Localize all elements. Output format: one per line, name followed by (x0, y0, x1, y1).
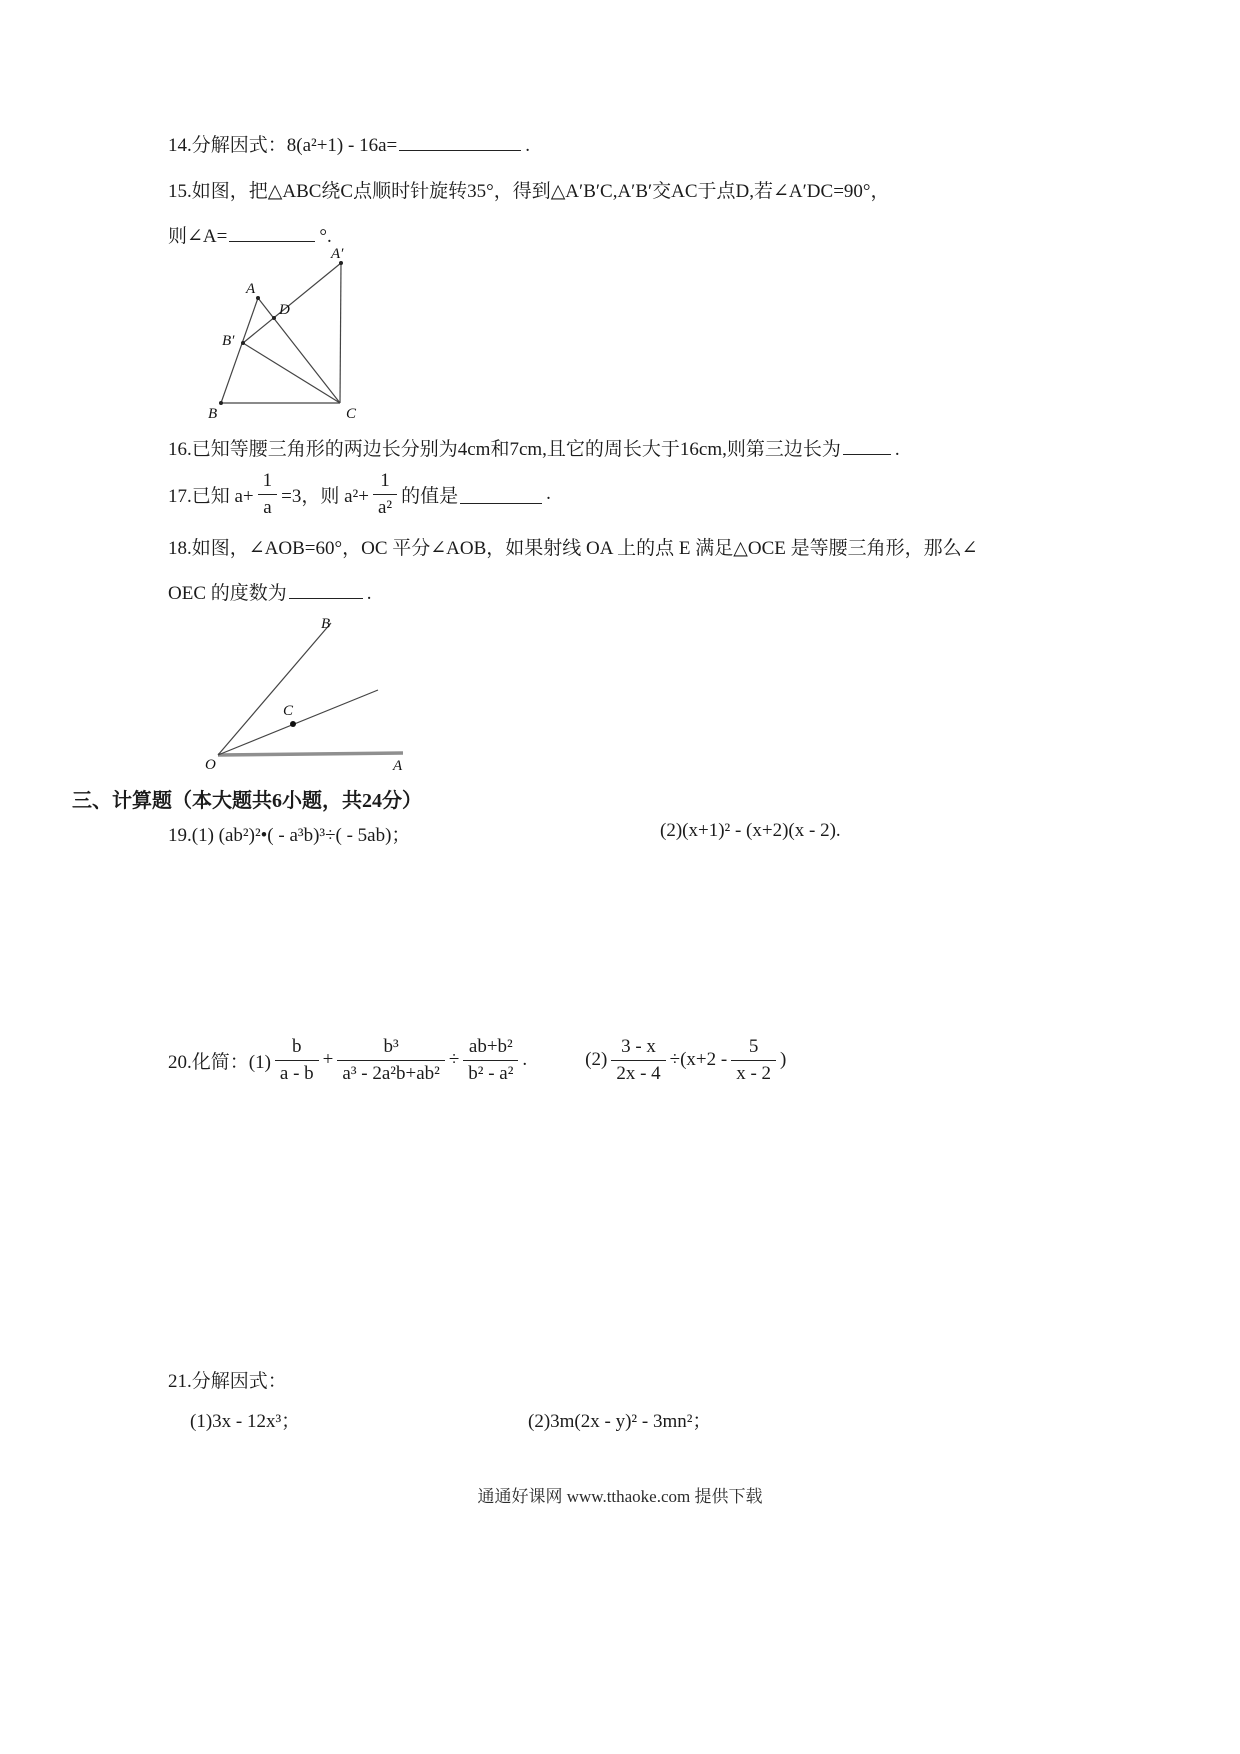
answer-blank-16 (843, 434, 891, 455)
paren-close: ) (780, 1049, 787, 1070)
question-20-label2: (2) (585, 1049, 608, 1070)
ray-oc (218, 690, 378, 755)
answer-blank-17 (460, 484, 542, 505)
question-21-part1 (190, 1406, 300, 1433)
question-17-text2: =3，则 a²+ (281, 485, 369, 507)
question-18-text2: OEC 的度数为 (168, 583, 287, 604)
question-15-degree: °. (319, 226, 332, 247)
label-b: B (321, 616, 331, 632)
question-17 (168, 466, 551, 522)
question-21-expression-1: (1)3x - 12x³； (190, 1411, 301, 1432)
section-3-title: 三、计算题（本大题共6小题，共24分） (72, 790, 422, 812)
figure-rotated-triangle (198, 243, 388, 428)
section-3-header (72, 784, 422, 813)
figure-angle-bisector (203, 610, 418, 772)
question-20 (168, 1026, 786, 1094)
ray-oa (218, 753, 403, 755)
question-18-text: 18.如图，∠AOB=60°，OC 平分∠AOB，如果射线 OA 上的点 E 满足△OCE 是等腰三角形，那么∠ (168, 538, 978, 559)
answer-blank-15 (229, 221, 315, 242)
label-c: C (283, 703, 294, 719)
ray-ob (218, 623, 331, 755)
answer-blank-14 (399, 130, 521, 151)
fraction-1-over-a: $\frac{1}{a}$ (258, 470, 278, 519)
fraction-5-over-x-minus-2: $\frac{5}{x - 2}$ (731, 1036, 776, 1085)
label-b: B (208, 406, 218, 422)
question-18-line1 (168, 533, 978, 560)
question-17-text1: 17.已知 a+ (168, 485, 254, 507)
fraction-b3-over-poly: $\frac{\text{b³}}{\text{a³ - 2a²b+ab²}}$ (337, 1036, 444, 1085)
question-19-expression-2: (2)(x+1)² - (x+2)(x - 2). (660, 820, 841, 841)
divide-operator-1: ÷ (448, 1049, 460, 1070)
question-21-label (168, 1366, 287, 1393)
question-17-text3: 的值是 (401, 485, 459, 507)
question-15-text: 15.如图，把△ABC绕C点顺时针旋转35°，得到△A′B′C,A′B′交AC于点D,若∠A′DC=90°， (168, 181, 890, 202)
question-16-period: . (894, 439, 900, 460)
question-21-expression-2: (2)3m(2x - y)² - 3mn²； (528, 1411, 712, 1432)
triangle-lines (221, 263, 341, 403)
question-19-part2 (660, 820, 841, 842)
paren-open-expression: (x+2 - (680, 1049, 728, 1070)
label-b-prime: B′ (222, 333, 235, 349)
label-a-prime: A′ (331, 246, 344, 262)
fraction-1-over-a-squared: $\frac{1}{\text{a²}}$ (373, 470, 397, 519)
question-20-label: 20.化简：(1) (168, 1051, 271, 1073)
question-16-text: 16.已知等腰三角形的两边长分别为4cm和7cm,且它的周长大于16cm,则第三边长为 (168, 439, 841, 460)
question-19-part1 (168, 820, 410, 847)
question-14-period: . (525, 135, 530, 156)
plus-operator: + (322, 1049, 334, 1070)
question-21-text: 21.分解因式： (168, 1371, 287, 1392)
question-18-line2 (168, 578, 372, 605)
question-20-period: . (522, 1049, 528, 1070)
fraction-3-minus-x: $\frac{3 - x}{2x - 4}$ (611, 1036, 665, 1085)
label-c: C (346, 406, 357, 422)
question-18-period: . (366, 583, 372, 604)
question-21-part2 (528, 1406, 711, 1433)
label-a: A (246, 281, 256, 297)
divide-operator-2: ÷ (669, 1049, 681, 1070)
question-15-line1 (168, 176, 890, 203)
question-16 (168, 434, 900, 461)
question-14 (168, 130, 530, 157)
footer-text: 通通好课网 www.tthaoke.com 提供下载 (477, 1487, 763, 1506)
question-17-period: . (546, 483, 551, 504)
fraction-b-over-a-minus-b: $\frac{b}{a - b}$ (275, 1036, 319, 1085)
question-19-expression-1: 19.(1) (ab²)²•( - a³b)³÷( - 5ab)； (168, 825, 411, 846)
label-d: D (279, 302, 290, 318)
fraction-ab-plus-b2: $\frac{\text{ab+b²}}{\text{b² - a²}}$ (463, 1036, 518, 1085)
label-o: O (205, 757, 216, 772)
label-a: A (393, 758, 403, 772)
question-15-text2: 则∠A= (168, 226, 228, 247)
answer-blank-18 (289, 578, 363, 599)
point-c-dot (290, 721, 296, 727)
question-14-text: 14.分解因式：8(a²+1) - 16a= (168, 135, 398, 156)
page-footer (0, 1482, 1240, 1507)
